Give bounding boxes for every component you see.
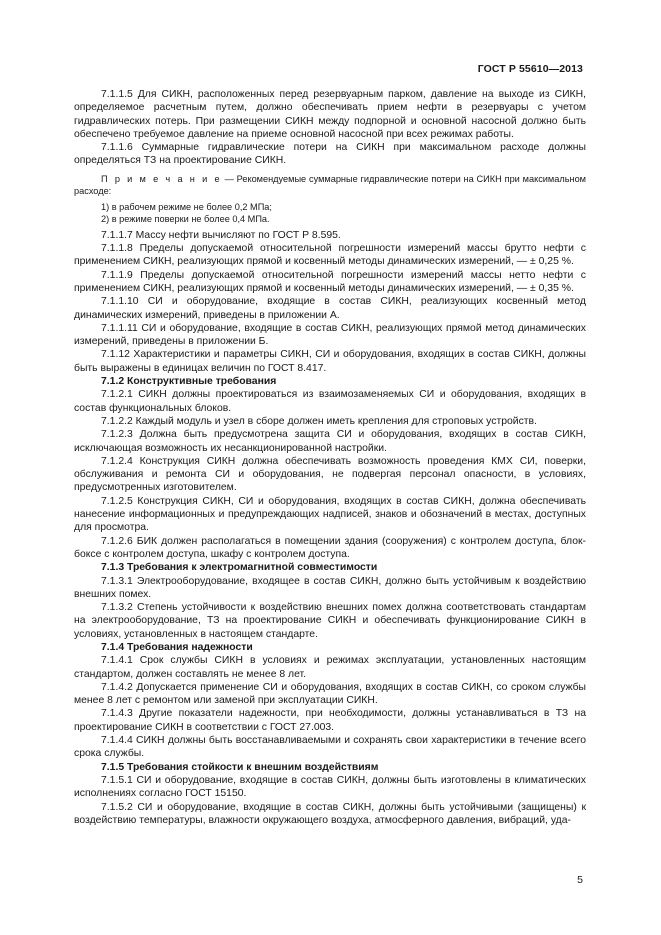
paragraph: 7.1.4.4 СИКН должны быть восстанавливаемыми и сохранять свои характеристики в течение всего срока службы. — [74, 735, 586, 760]
paragraph: 7.1.12 Характеристики и параметры СИКН, СИ и оборудования, входящих в состав СИКН, должны быть выражены в единицах величин по ГОСТ 8.417. — [74, 349, 586, 374]
note-text: — Рекомендуемые суммарные гидравлические потери на СИКН при максимальном расходе: — [74, 173, 586, 196]
section-heading: 7.1.2 Конструктивные требования — [101, 376, 277, 388]
paragraph: 7.1.4.1 Срок службы СИКН в условиях и режимах эксплуатации, установленных настоящим стандартом, должен составлять не менее 8 лет. — [74, 655, 586, 680]
paragraph: 7.1.1.7 Массу нефти вычисляют по ГОСТ Р 8.595. — [101, 229, 341, 241]
paragraph: 7.1.2.4 Конструкция СИКН должна обеспечивать возможность проведения КМХ СИ, поверки, обслуживания и ремонта СИ и оборудования, не подвергая персонал опасности, в условиях, предусмотренных изготовителем. — [74, 455, 586, 494]
paragraph: 7.1.2.3 Должна быть предусмотрена защита СИ и оборудования, входящих в состав СИКН, исключающая возможность их несанкционированной настройки. — [74, 429, 586, 454]
paragraph: 7.1.5.2 СИ и оборудование, входящие в состав СИКН, должны быть устойчивыми (защищены) к воздействию температуры, влажности окружающего воздуха, атмосферного давления, вибраций, уда- — [74, 801, 586, 826]
paragraph: 7.1.3.2 Степень устойчивости к воздействию внешних помех должна соответствовать стандартам на электрооборудование, ТЗ на проектирование СИКН и обеспечивать функционирование СИКН в условиях, установленных в настоящем стандарте. — [74, 602, 586, 640]
paragraph: 7.1.1.5 Для СИКН, расположенных перед резервуарным парком, давление на выходе из СИКН, определяемое расчетным путем, должно обеспечивать прием нефти в резервуары с учетом гидравлических потерь. При размещении СИКН между подпорной и основной насосной должно быть обеспечено требуемое давление на приеме основной насосной при всех режимах работы. — [74, 89, 586, 140]
paragraph: 7.1.4.3 Другие показатели надежности, при необходимости, должны устанавливаться в ТЗ на проектирование СИКН в соответствии с ГОСТ 27.003. — [74, 708, 586, 733]
paragraph: 7.1.4.2 Допускается применение СИ и оборудования, входящих в состав СИКН, со сроком службы менее 8 лет с ремонтом или заменой при эксплуатации СИКН. — [74, 681, 586, 707]
page-number: 5 — [577, 874, 583, 886]
page-content — [74, 88, 586, 827]
paragraph: 7.1.3.1 Электрооборудование, входящее в состав СИКН, должно быть устойчивым к воздействию внешних помех. — [74, 575, 586, 600]
paragraph: 7.1.2.6 БИК должен располагаться в помещении здания (сооружения) с контролем доступа, блок-боксе с контролем доступа, шкафу с контролем доступа. — [74, 535, 586, 560]
note — [74, 173, 586, 197]
note-item: 1) в рабочем режиме не более 0,2 МПа; — [101, 201, 272, 212]
paragraph: 7.1.1.8 Пределы допускаемой относительной погрешности измерений массы брутто нефти с применением СИКН, реализующих прямой и косвенный методы динамических измерений, — ± 0,25 %. — [74, 243, 586, 268]
paragraph: 7.1.2.1 СИКН должны проектироваться из взаимозаменяемых СИ и оборудования, входящих в состав функциональных блоков. — [74, 389, 586, 414]
paragraph: 7.1.1.10 СИ и оборудование, входящие в состав СИКН, реализующих косвенный метод динамических измерений, приведены в приложении А. — [74, 296, 586, 321]
paragraph: 7.1.1.6 Суммарные гидравлические потери на СИКН при максимальном расходе должны определяться ТЗ на проектирование СИКН. — [74, 142, 586, 167]
document-code: ГОСТ Р 55610—2013 — [477, 63, 583, 75]
section-heading: 7.1.4 Требования надежности — [101, 641, 253, 653]
paragraph: 7.1.1.11 СИ и оборудование, входящие в состав СИКН, реализующих прямой метод динамических измерений, приведены в приложении Б. — [74, 322, 586, 348]
note-label: П р и м е ч а н и е — [101, 173, 222, 184]
paragraph: 7.1.2.5 Конструкция СИКН, СИ и оборудования, входящих в состав СИКН, должна обеспечивать нанесение информационных и предупреждающих надписей, знаков и обозначений в местах, доступных для просмотра. — [74, 495, 586, 534]
section-heading: 7.1.3 Требования к электромагнитной совместимости — [101, 562, 378, 574]
section-heading: 7.1.5 Требования стойкости к внешним воздействиям — [101, 761, 379, 773]
note-item: 2) в режиме поверки не более 0,4 МПа. — [101, 213, 270, 224]
paragraph: 7.1.1.9 Пределы допускаемой относительной погрешности измерений массы нетто нефти с применением СИКН, реализующих прямой и косвенный методы динамических измерений, — ± 0,35 %. — [74, 269, 586, 294]
paragraph: 7.1.5.1 СИ и оборудование, входящие в состав СИКН, должны быть изготовлены в климатических исполнениях согласно ГОСТ 15150. — [74, 774, 586, 800]
paragraph: 7.1.2.2 Каждый модуль и узел в сборе должен иметь крепления для строповых устройств. — [101, 415, 537, 427]
